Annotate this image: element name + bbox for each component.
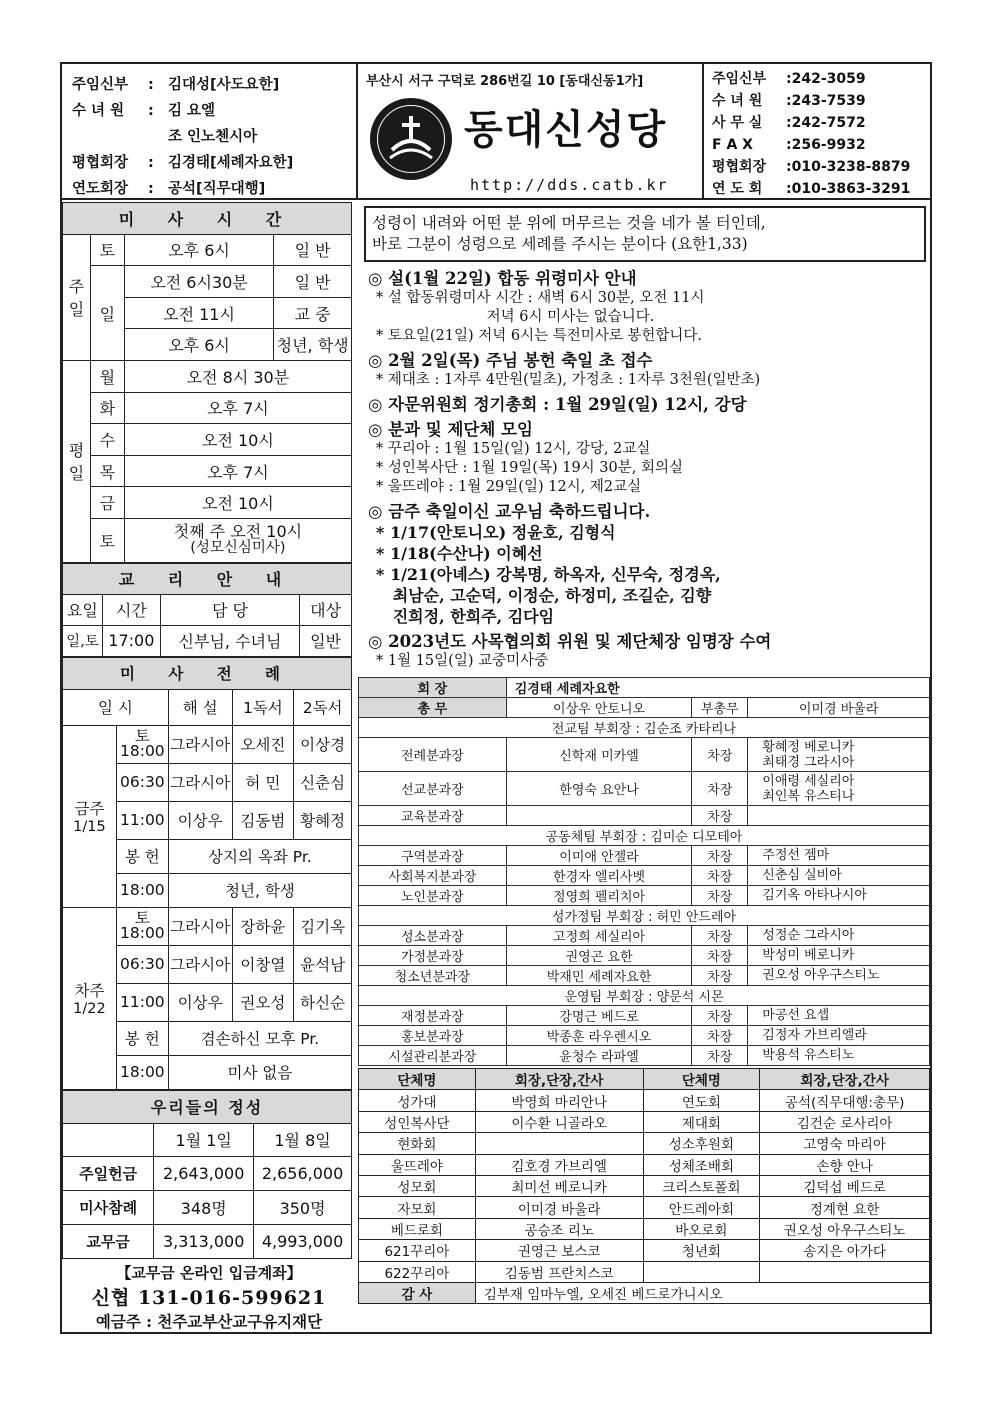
staff-colon bbox=[148, 124, 168, 150]
catechism-cell: 17:00 bbox=[102, 625, 160, 656]
groups-header-row bbox=[359, 1069, 930, 1090]
notice-heading: ◎ 분과 및 제단체 모임 bbox=[368, 420, 533, 439]
account-number: 신협 131-016-599621 bbox=[91, 1287, 327, 1309]
deputy-label: 차장 bbox=[692, 806, 748, 826]
deputy-names: 신춘심 실비아 bbox=[748, 866, 930, 886]
dept-name: 교육분과장 bbox=[359, 806, 507, 826]
first-reader: 장하윤 bbox=[232, 907, 294, 945]
group-row bbox=[359, 1154, 930, 1175]
second-reader: 하신순 bbox=[294, 983, 352, 1021]
council-general: 이상우 안토니오 bbox=[506, 698, 692, 718]
staff-colon: : bbox=[148, 77, 154, 93]
contact-phone: :010-3238-8879 bbox=[786, 159, 911, 175]
dept-name: 선교분과장 bbox=[359, 772, 507, 806]
groups-header: 단체명 bbox=[643, 1069, 760, 1090]
dept-name: 노인분과장 bbox=[359, 886, 507, 906]
feast-item: 최남순, 고순덕, 이정순, 하정미, 조길순, 김향 bbox=[376, 586, 712, 605]
council-president: 김경태 세례자요한 bbox=[506, 678, 929, 698]
church-name: 동대신성당 bbox=[464, 107, 668, 153]
second-reader: 김기옥 bbox=[294, 907, 352, 945]
deputy-label: 차장 bbox=[692, 738, 748, 772]
saturday-label: 토 bbox=[90, 234, 124, 266]
notice-heading: ◎ 2023년도 사목협의회 위원 및 제단체장 임명장 수여 bbox=[368, 632, 772, 651]
mass-type: 일 반 bbox=[274, 266, 352, 298]
group-name: 연도회 bbox=[643, 1090, 760, 1111]
week-label: 차주 1/22 bbox=[63, 907, 117, 1089]
dept-name: 구역분과장 bbox=[359, 846, 507, 866]
group-row bbox=[359, 1197, 930, 1218]
contact-phone: :242-3059 bbox=[786, 71, 866, 87]
audit-names: 김부재 임마누엘, 오세진 베드로가니시오 bbox=[475, 1282, 929, 1303]
contact-label: 수 녀 원 bbox=[712, 93, 763, 109]
staff-row bbox=[72, 124, 356, 150]
group-leader: 박영희 마리안나 bbox=[475, 1090, 643, 1111]
dept-head: 권영곤 요한 bbox=[506, 946, 692, 966]
contact-label: 사 무 실 bbox=[712, 115, 763, 131]
offering-stat-row bbox=[63, 1224, 352, 1258]
staff-value: 공석[직무대행] bbox=[168, 181, 266, 197]
mass-times-title: 미 사 시 간 bbox=[63, 203, 352, 235]
catechism-cell: 신부님, 수녀님 bbox=[160, 625, 299, 656]
weekday: 금 bbox=[90, 487, 124, 519]
deputy-label: 차장 bbox=[692, 886, 748, 906]
commentator: 이상우 bbox=[168, 801, 232, 839]
contact-row bbox=[712, 68, 930, 90]
header-center bbox=[358, 64, 704, 200]
staff-label: 연도회장 bbox=[72, 181, 129, 197]
staff-row bbox=[72, 176, 356, 202]
group-name: 621꾸리아 bbox=[359, 1240, 476, 1261]
liturgy-header: 일 시 bbox=[63, 689, 169, 725]
deputy-names: 이애령 세실리아 최인복 유스티나 bbox=[748, 772, 930, 806]
council-label: 회 장 bbox=[359, 678, 507, 698]
team-leader: 운영팀 부회장 : 양문석 시몬 bbox=[359, 986, 930, 1006]
mass-type: 일 반 bbox=[274, 234, 352, 266]
liturgy-header: 1독서 bbox=[232, 689, 294, 725]
group-name: 울뜨레야 bbox=[359, 1154, 476, 1175]
group-name: 성모회 bbox=[359, 1175, 476, 1196]
dept-row bbox=[359, 866, 930, 886]
group-leader: 이미경 바울라 bbox=[475, 1197, 643, 1218]
deputy-names: 마공선 요셉 bbox=[748, 1006, 930, 1026]
group-name: 성인복사단 bbox=[359, 1111, 476, 1132]
deputy-label: 차장 bbox=[692, 1006, 748, 1026]
offering-stat-value: 348명 bbox=[154, 1190, 254, 1224]
team-row bbox=[359, 986, 930, 1006]
deputy-names: 권오성 아우구스티노 bbox=[748, 966, 930, 986]
offerings-blank bbox=[63, 1123, 154, 1156]
notice-item: * 1월 15일(일) 교중미사중 bbox=[376, 653, 549, 669]
notice-item: * 꾸리아 : 1월 15일(일) 12시, 강당, 2교실 bbox=[376, 441, 651, 457]
group-leader: 권오성 아우구스티노 bbox=[760, 1218, 930, 1239]
team-leader: 전교팀 부회장 : 김순조 카타리나 bbox=[359, 718, 930, 738]
audit-row bbox=[359, 1282, 930, 1303]
group-leader: 정계현 요한 bbox=[760, 1197, 930, 1218]
evening-time: 18:00 bbox=[116, 873, 168, 907]
first-reader: 오세진 bbox=[232, 725, 294, 763]
group-leader: 이수환 니골라오 bbox=[475, 1111, 643, 1132]
offering-stat-value: 3,313,000 bbox=[154, 1224, 254, 1258]
first-reader: 허 민 bbox=[232, 763, 294, 801]
liturgy-title: 미 사 전 례 bbox=[63, 657, 352, 689]
mass-time: 오후 6시 bbox=[124, 329, 273, 361]
staff-label: 수 녀 원 bbox=[72, 103, 125, 119]
offering-label: 봉 헌 bbox=[116, 839, 168, 873]
group-name: 자모회 bbox=[359, 1197, 476, 1218]
deputy-names: 박용석 유스티노 bbox=[748, 1046, 930, 1066]
mass-time: 오후 6시 bbox=[124, 234, 273, 266]
staff-label: 주임신부 bbox=[72, 77, 129, 93]
staff-row bbox=[72, 150, 356, 176]
weekday-label: 평 일 bbox=[63, 360, 91, 562]
sunday-label: 주 일 bbox=[63, 234, 91, 360]
second-reader: 윤석남 bbox=[294, 945, 352, 983]
second-reader: 황혜정 bbox=[294, 801, 352, 839]
first-reader: 김동범 bbox=[232, 801, 294, 839]
deputy-label: 차장 bbox=[692, 866, 748, 886]
mass-time: 오전 6시30분 bbox=[124, 266, 273, 298]
staff-row bbox=[72, 98, 356, 124]
commentator: 그라시아 bbox=[168, 945, 232, 983]
group-row bbox=[359, 1090, 930, 1111]
team-row bbox=[359, 718, 930, 738]
notices bbox=[358, 262, 930, 675]
group-row bbox=[359, 1261, 930, 1282]
group-name: 바오로회 bbox=[643, 1218, 760, 1239]
deputy-names: 김정자 가브리엘라 bbox=[748, 1026, 930, 1046]
mass-type: 교 중 bbox=[274, 297, 352, 329]
offering-stat-row bbox=[63, 1190, 352, 1224]
weekday: 수 bbox=[90, 424, 124, 456]
group-leader: 김호경 가브리엘 bbox=[475, 1154, 643, 1175]
offering-stat-label: 교무금 bbox=[63, 1224, 154, 1258]
liturgy-time: 11:00 bbox=[116, 983, 168, 1021]
contact-label: 연 도 회 bbox=[712, 181, 763, 197]
commentator: 그라시아 bbox=[168, 725, 232, 763]
mass-times-table bbox=[62, 202, 352, 563]
staff-value: 김대성[사도요한] bbox=[168, 77, 280, 93]
liturgy-header: 해 설 bbox=[168, 689, 232, 725]
notice-item: * 성인복사단 : 1월 19일(목) 19시 30분, 회의실 bbox=[376, 460, 683, 476]
weekday-time: 오전 8시 30분 bbox=[124, 360, 351, 392]
dept-head: 신학재 미카엘 bbox=[506, 738, 692, 772]
sunday-day-label: 일 bbox=[90, 266, 124, 361]
liturgy-header: 2독서 bbox=[294, 689, 352, 725]
weekday-time: 오전 10시 bbox=[124, 424, 351, 456]
dept-name: 사회복지분과장 bbox=[359, 866, 507, 886]
header-contacts bbox=[704, 64, 930, 200]
notice-heading: ◎ 설(1월 22일) 합동 위령미사 안내 bbox=[368, 269, 637, 288]
verse-line: 성령이 내려와 어떤 분 위에 머무르는 것을 네가 볼 터인데, bbox=[372, 214, 766, 232]
church-logo-icon bbox=[370, 98, 452, 180]
group-leader: 김동범 프란치스코 bbox=[475, 1261, 643, 1282]
team-leader: 성가정팀 부회장 : 허민 안드레아 bbox=[359, 906, 930, 926]
weekday-time: 오전 10시 bbox=[124, 487, 351, 519]
group-leader: 송지은 아가다 bbox=[760, 1240, 930, 1261]
evening-mass: 미사 없음 bbox=[168, 1055, 351, 1089]
groups-header: 회장,단장,간사 bbox=[475, 1069, 643, 1090]
groups-header: 회장,단장,간사 bbox=[760, 1069, 930, 1090]
commentator: 그라시아 bbox=[168, 907, 232, 945]
contact-row bbox=[712, 178, 930, 200]
group-name: 제대회 bbox=[643, 1111, 760, 1132]
first-reader: 권오성 bbox=[232, 983, 294, 1021]
contact-phone: :243-7539 bbox=[786, 93, 866, 109]
liturgy-table bbox=[62, 657, 352, 1090]
dept-row bbox=[359, 946, 930, 966]
weekday: 월 bbox=[90, 360, 124, 392]
church-website-link[interactable]: http://dds.catb.kr bbox=[470, 176, 669, 194]
staff-label bbox=[72, 124, 148, 150]
church-address: 부산시 서구 구덕로 286번길 10 [동대신동1가] bbox=[366, 74, 644, 89]
group-name bbox=[643, 1261, 760, 1282]
feast-item: * 1/21(아녜스) 강복명, 하옥자, 신무숙, 정경옥, bbox=[376, 565, 721, 584]
dept-head: 한경자 엘리사벳 bbox=[506, 866, 692, 886]
contact-phone: :256-9932 bbox=[786, 137, 866, 153]
dept-name: 전례분과장 bbox=[359, 738, 507, 772]
council-table bbox=[358, 677, 930, 1066]
catechism-header: 요일 bbox=[63, 594, 103, 625]
group-name: 성체조배회 bbox=[643, 1154, 760, 1175]
group-name: 베드로회 bbox=[359, 1218, 476, 1239]
group-name: 크리스토폴회 bbox=[643, 1175, 760, 1196]
offering-group: 상지의 옥좌 Pr. bbox=[168, 839, 351, 873]
dept-head: 정영희 펠리치아 bbox=[506, 886, 692, 906]
commentator: 그라시아 bbox=[168, 763, 232, 801]
offering-stat-value: 350명 bbox=[254, 1190, 352, 1224]
second-reader: 신춘심 bbox=[294, 763, 352, 801]
catechism-table bbox=[62, 563, 352, 657]
evening-time: 18:00 bbox=[116, 1055, 168, 1089]
feast-item: * 1/17(안토니오) 정윤호, 김형식 bbox=[376, 523, 616, 542]
group-name: 성소후원회 bbox=[643, 1133, 760, 1154]
dept-head: 한영숙 요안나 bbox=[506, 772, 692, 806]
deputy-label: 차장 bbox=[692, 1026, 748, 1046]
dept-head: 고정희 세실리아 bbox=[506, 926, 692, 946]
contact-phone: :242-7572 bbox=[786, 115, 866, 131]
group-name: 현화회 bbox=[359, 1133, 476, 1154]
groups-header: 단체명 bbox=[359, 1069, 476, 1090]
dept-name: 재정분과장 bbox=[359, 1006, 507, 1026]
mass-type: 청년, 학생 bbox=[274, 329, 352, 361]
group-row bbox=[359, 1111, 930, 1132]
deputy-names bbox=[748, 806, 930, 826]
contact-label: 평협회장 bbox=[712, 159, 767, 175]
dept-row bbox=[359, 1006, 930, 1026]
council-label: 부총무 bbox=[692, 698, 748, 718]
dept-name: 성소분과장 bbox=[359, 926, 507, 946]
group-leader: 공승조 리노 bbox=[475, 1218, 643, 1239]
weekday-time: 오후 7시 bbox=[124, 392, 351, 424]
header-staff bbox=[62, 64, 358, 200]
offerings-date: 1월 8일 bbox=[254, 1123, 352, 1156]
offerings-date: 1월 1일 bbox=[154, 1123, 254, 1156]
deputy-names: 주정선 젬마 bbox=[748, 846, 930, 866]
staff-colon: : bbox=[148, 103, 154, 119]
contact-row bbox=[712, 90, 930, 112]
deputy-label: 차장 bbox=[692, 772, 748, 806]
week-label: 금주 1/15 bbox=[63, 725, 117, 907]
team-row bbox=[359, 826, 930, 846]
group-leader bbox=[760, 1261, 930, 1282]
group-name: 청년회 bbox=[643, 1240, 760, 1261]
deputy-label: 차장 bbox=[692, 946, 748, 966]
first-reader: 이창열 bbox=[232, 945, 294, 983]
groups-table bbox=[358, 1068, 930, 1304]
dept-head bbox=[506, 806, 692, 826]
group-leader: 최미선 베로니카 bbox=[475, 1175, 643, 1196]
staff-value: 김 요엘 bbox=[168, 103, 216, 119]
deputy-label: 차장 bbox=[692, 846, 748, 866]
audit-label: 감 사 bbox=[359, 1282, 476, 1303]
contact-row bbox=[712, 156, 930, 178]
liturgy-time: 토 18:00 bbox=[116, 907, 168, 945]
deputy-names: 김기옥 아타나시아 bbox=[748, 886, 930, 906]
notice-item: * 울뜨레야 : 1월 29일(일) 12시, 제2교실 bbox=[376, 479, 642, 495]
offering-label: 봉 헌 bbox=[116, 1021, 168, 1055]
dept-head: 강명근 베드로 bbox=[506, 1006, 692, 1026]
dept-name: 시설관리분과장 bbox=[359, 1046, 507, 1066]
group-row bbox=[359, 1240, 930, 1261]
team-row bbox=[359, 906, 930, 926]
dept-head: 박종훈 라우렌시오 bbox=[506, 1026, 692, 1046]
contact-phone: :010-3863-3291 bbox=[786, 181, 911, 197]
dept-row bbox=[359, 886, 930, 906]
group-leader: 김덕섭 베드로 bbox=[760, 1175, 930, 1196]
staff-value: 조 인노첸시아 bbox=[168, 129, 258, 145]
notice-item: * 제대초 : 1자루 4만원(밀초), 가정초 : 1자루 3천원(일반초) bbox=[376, 372, 761, 388]
weekday-time: 오후 7시 bbox=[124, 455, 351, 487]
offering-group: 겸손하신 모후 Pr. bbox=[168, 1021, 351, 1055]
left-column bbox=[62, 202, 352, 1259]
deputy-names: 성정순 그라시아 bbox=[748, 926, 930, 946]
group-row bbox=[359, 1175, 930, 1196]
account-title: 【교무금 온라인 입금계좌】 bbox=[116, 1264, 302, 1282]
liturgy-time: 11:00 bbox=[116, 801, 168, 839]
dept-name: 청소년분과장 bbox=[359, 966, 507, 986]
dept-head: 윤청수 라파엘 bbox=[506, 1046, 692, 1066]
dept-row bbox=[359, 926, 930, 946]
scripture-verse bbox=[364, 206, 926, 262]
staff-colon: : bbox=[148, 155, 154, 171]
group-leader: 공석(직무대행:총무) bbox=[760, 1090, 930, 1111]
liturgy-time: 06:30 bbox=[116, 763, 168, 801]
notice-heading: ◎ 2월 2일(목) 주님 봉헌 축일 초 접수 bbox=[368, 351, 653, 370]
contact-row bbox=[712, 134, 930, 156]
evening-mass: 청년, 학생 bbox=[168, 873, 351, 907]
notice-item: * 토요일(21일) 저녁 6시는 특전미사로 봉헌합니다. bbox=[376, 328, 703, 344]
group-row bbox=[359, 1218, 930, 1239]
dept-row bbox=[359, 1046, 930, 1066]
council-vice-general: 이미경 바울라 bbox=[748, 698, 930, 718]
offering-stat-value: 2,643,000 bbox=[154, 1156, 254, 1190]
deputy-names: 황혜정 베로니카 최태경 그라시아 bbox=[748, 738, 930, 772]
deputy-names: 박성미 베로니카 bbox=[748, 946, 930, 966]
weekday: 화 bbox=[90, 392, 124, 424]
staff-label: 평협회장 bbox=[72, 155, 129, 171]
dept-row bbox=[359, 846, 930, 866]
contact-label: F A X bbox=[712, 137, 753, 153]
feast-item: * 1/18(수산나) 이혜선 bbox=[376, 544, 543, 563]
deputy-label: 차장 bbox=[692, 966, 748, 986]
contact-row bbox=[712, 112, 930, 134]
catechism-cell: 일,토 bbox=[63, 625, 103, 656]
offering-stat-row bbox=[63, 1156, 352, 1190]
group-leader: 김건순 로사리아 bbox=[760, 1111, 930, 1132]
offering-stat-label: 주일헌금 bbox=[63, 1156, 154, 1190]
catechism-header: 시간 bbox=[102, 594, 160, 625]
group-leader: 고영숙 마리아 bbox=[760, 1133, 930, 1154]
group-name: 안드레아회 bbox=[643, 1197, 760, 1218]
liturgy-row bbox=[63, 725, 352, 763]
team-leader: 공동체팀 부회장 : 김미순 디모테아 bbox=[359, 826, 930, 846]
verse-line: 바로 그분이 성령으로 세례를 주시는 분이다 (요한1,33) bbox=[372, 235, 748, 253]
feast-item: 진희정, 한희주, 김다임 bbox=[376, 607, 555, 626]
right-column bbox=[358, 206, 930, 1304]
group-name: 성가대 bbox=[359, 1090, 476, 1111]
offering-stat-label: 미사참례 bbox=[63, 1190, 154, 1224]
liturgy-row bbox=[63, 907, 352, 945]
notice-heading: ◎ 자문위원회 정기총회 : 1월 29일(일) 12시, 강당 bbox=[368, 395, 747, 414]
dept-row bbox=[359, 966, 930, 986]
group-leader bbox=[475, 1133, 643, 1154]
dept-head: 박재민 세례자요한 bbox=[506, 966, 692, 986]
catechism-cell: 일반 bbox=[300, 625, 352, 656]
dept-head: 이미애 안젤라 bbox=[506, 846, 692, 866]
dept-name: 가정분과장 bbox=[359, 946, 507, 966]
group-row bbox=[359, 1133, 930, 1154]
offerings-title: 우리들의 정성 bbox=[63, 1090, 352, 1123]
weekday: 토 bbox=[90, 518, 124, 562]
dept-row bbox=[359, 806, 930, 826]
liturgy-time: 토 18:00 bbox=[116, 725, 168, 763]
dept-row bbox=[359, 772, 930, 806]
offering-stat-value: 4,993,000 bbox=[254, 1224, 352, 1258]
commentator: 이상우 bbox=[168, 983, 232, 1021]
contact-label: 주임신부 bbox=[712, 71, 767, 87]
staff-row bbox=[72, 72, 356, 98]
deputy-label: 차장 bbox=[692, 926, 748, 946]
catechism-title: 교 리 안 내 bbox=[63, 563, 352, 594]
weekday: 목 bbox=[90, 455, 124, 487]
staff-colon: : bbox=[148, 181, 154, 197]
second-reader: 이상경 bbox=[294, 725, 352, 763]
council-label: 총 무 bbox=[359, 698, 507, 718]
group-leader: 권영근 보스코 bbox=[475, 1240, 643, 1261]
group-name: 622꾸리아 bbox=[359, 1261, 476, 1282]
bulletin-page bbox=[60, 62, 932, 1334]
offering-stat-value: 2,656,000 bbox=[254, 1156, 352, 1190]
deputy-label: 차장 bbox=[692, 1046, 748, 1066]
notice-item: 저녁 6시 미사는 없습니다. bbox=[376, 309, 655, 325]
account-info bbox=[62, 1262, 356, 1332]
dept-row bbox=[359, 738, 930, 772]
dept-name: 홍보분과장 bbox=[359, 1026, 507, 1046]
account-holder: 예금주 : 천주교부산교구유지재단 bbox=[95, 1312, 323, 1331]
staff-value: 김경태[세례자요한] bbox=[168, 155, 294, 171]
catechism-header: 담 당 bbox=[160, 594, 299, 625]
offerings-table bbox=[62, 1090, 352, 1259]
liturgy-time: 06:30 bbox=[116, 945, 168, 983]
mass-time: 오전 11시 bbox=[124, 297, 273, 329]
dept-row bbox=[359, 1026, 930, 1046]
catechism-header: 대상 bbox=[300, 594, 352, 625]
weekday-time: 첫째 주 오전 10시 (성모신심미사) bbox=[124, 518, 351, 562]
group-leader: 손향 안나 bbox=[760, 1154, 930, 1175]
notice-item: * 설 합동위령미사 시간 : 새벽 6시 30분, 오전 11시 bbox=[376, 290, 705, 306]
notice-heading: ◎ 금주 축일이신 교우님 축하드립니다. bbox=[368, 502, 651, 521]
